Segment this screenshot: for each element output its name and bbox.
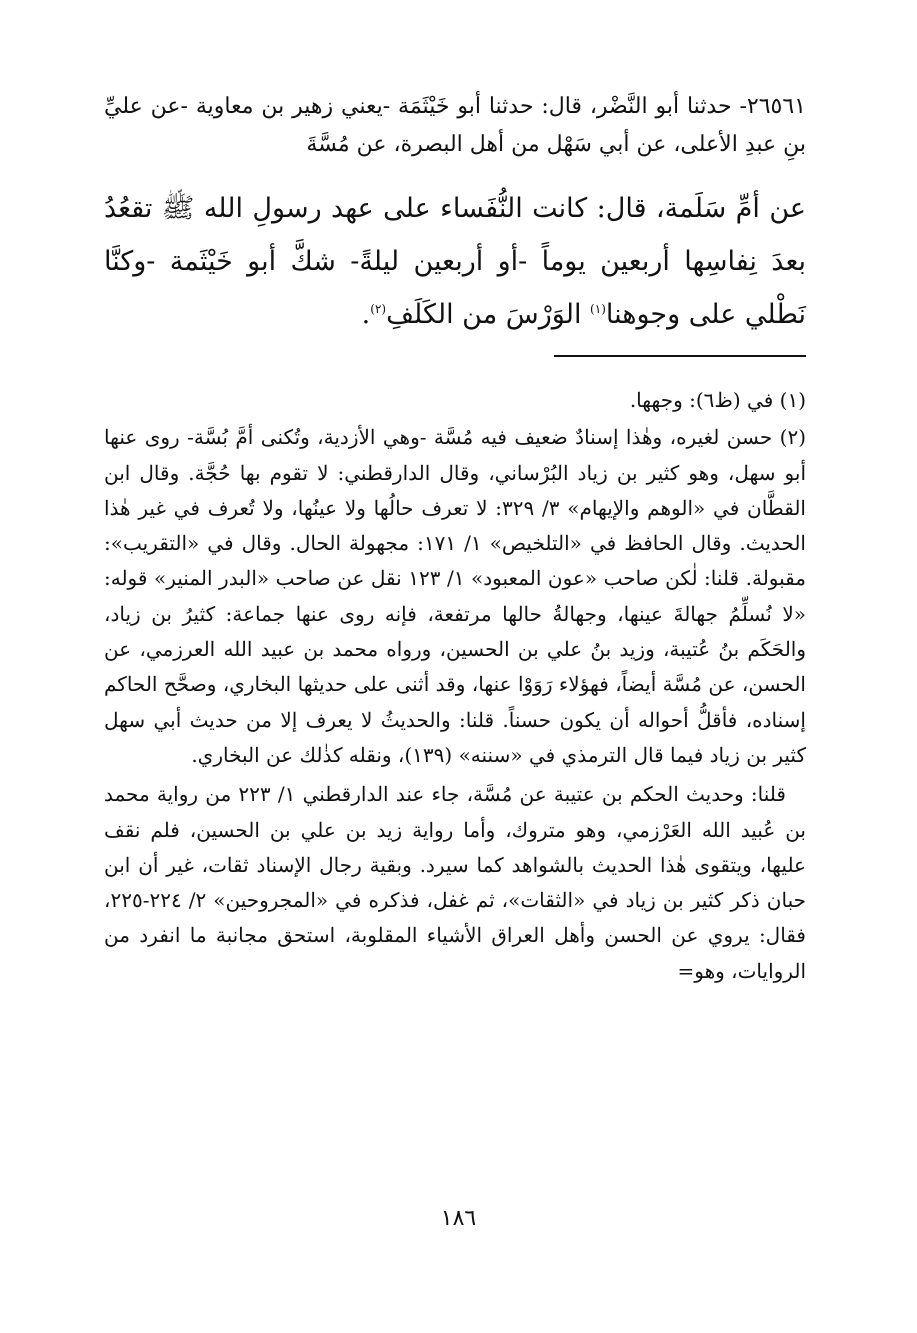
matn-middle: الوَرْسَ من الكَلَفِ [386, 299, 591, 330]
footnote-2-continued: قلنا: وحديث الحكم بن عتيبة عن مُسَّة، جاء عند الدارقطني ١/ ٢٢٣ من رواية محمد بن عُبيد الله العَرْزمي، وهو متروك، وأما رواية زيد بن علي بن الحسين، فلم نقف عليها، ويتقوى هٰذا الحديث بالشواهد كما سيرد. وبقية رجال الإسناد ثقات، غير أن ابن حبان ذكر كثير بن زياد في «الثقات»، ثم غفل، فذكره في «المجروحين» ٢/ ٢٢٤-٢٢٥، فقال: يروي عن الحسن وأهل العراق الأشياء المقلوبة، استحق مجانبة ما انفرد من الروايات، وهو= [104, 782, 806, 983]
footnote-ref-2: (٢) [370, 302, 387, 316]
page-number: ١٨٦ [440, 1206, 477, 1231]
matn-text: عن أمِّ سَلَمة، قال: كانت النُّفَساء على عهد رسولِ الله ﷺ تقعُدُ بعدَ نِفاسِها أربعين يوماً -أو أربعين ليلةً- شكَّ أبو خَيْثَمة -وكنَّا نَطْلي على وجوهنا [104, 193, 806, 330]
footnote-divider [554, 355, 806, 357]
hadith-matn [104, 182, 806, 341]
matn-end: . [361, 299, 371, 330]
page-body [104, 88, 806, 989]
footnote-2: (٢) حسن لغيره، وهٰذا إسنادٌ ضعيف فيه مُسَّة -وهي الأزدية، وتُكنى أمَّ بُسَّة- روى عنها أبو سهل، وهو كثير بن زياد البُرْساني، وقال الدارقطني: لا تقوم بها حُجَّة. وقال ابن القطَّان في «الوهم والإيهام» ٣/ ٣٢٩: لا تعرف حالُها ولا عينُها، ولا تُعرف في غير هٰذا الحديث. وقال الحافظ في «التلخيص» ١/ ١٧١: مجهولة الحال. وقال في «التقريب»: مقبولة. قلنا: لٰكن صاحب «عون المعبود» ١/ ١٢٣ نقل عن صاحب «البدر المنير» قوله: «لا نُسلِّمُ جهالةَ عينها، وجهالةُ حالها مرتفعة، فإنه روى عنها جماعة: كثيرُ بن زياد، والحَكَم بنُ عُتيبة، وزيد بنُ علي بن الحسين، ورواه محمد بن عبيد الله العرزمي، عن الحسن، عن مُسَّة أيضاً، فهؤلاء رَوَوْا عنها، وقد أثنى على حديثها البخاري، وصحَّح الحاكم إسناده، فأقلُّ أحواله أن يكون حسناً. قلنا: والحديثُ لا يعرف إلا من حديث أبي سهل كثير بن زياد فيما قال الترمذي في «سننه» (١٣٩)، ونقله كذٰلك عن البخاري. [104, 425, 807, 767]
footnote-1: (١) في (ظ٦): وجهها. [629, 388, 806, 412]
footnote-ref-1: (١) [590, 302, 606, 316]
hadith-isnad: ٢٦٥٦١- حدثنا أبو النَّضْر، قال: حدثنا أبو خَيْثَمَة -يعني زهير بن معاوية -عن عليِّ بنِ عبدِ الأعلى، عن أبي سَهْل من أهل البصرة، عن مُسَّةَ [104, 94, 806, 157]
